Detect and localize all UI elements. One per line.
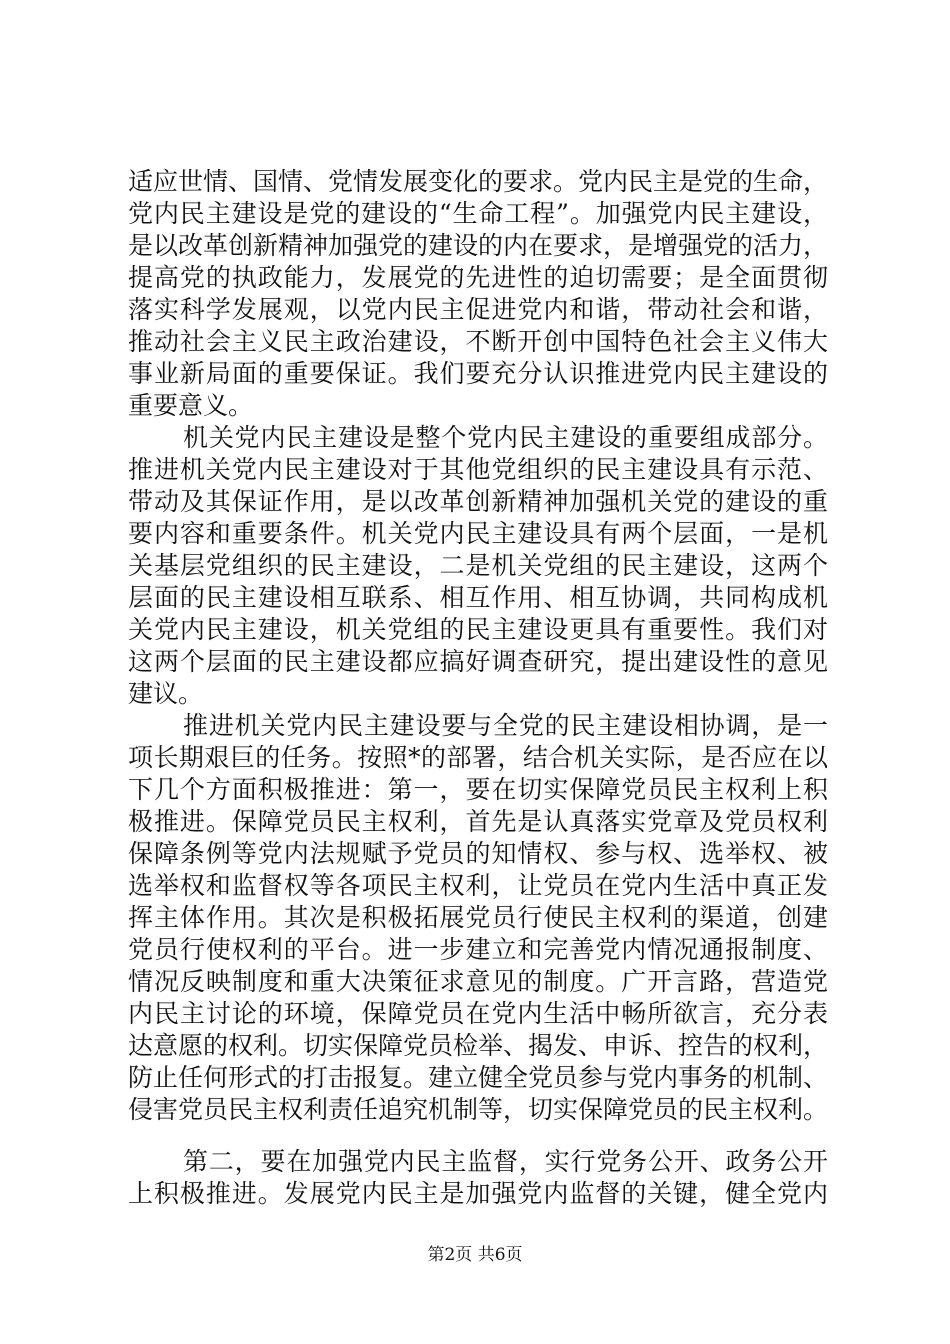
- text-line: 关党内民主建设，机关党组的民主建设更具有重要性。我们对: [128, 615, 828, 644]
- text-line: 适应世情、国情、党情发展变化的要求。党内民主是党的生命，: [128, 167, 828, 196]
- text-line: 推动社会主义民主政治建设，不断开创中国特色社会主义伟大: [128, 327, 828, 356]
- text-line: 事业新局面的重要保证。我们要充分认识推进党内民主建设的: [128, 359, 828, 388]
- text-line: 重要意义。: [128, 391, 254, 420]
- text-line: 机关党内民主建设是整个党内民主建设的重要组成部分。: [183, 423, 828, 452]
- paragraph-spacer: [128, 1126, 828, 1146]
- text-line: 上积极推进。发展党内民主是加强党内监督的关键，健全党内: [128, 1179, 828, 1208]
- text-line: 保障条例等党内法规赋予党员的知情权、参与权、选举权、被: [128, 839, 828, 868]
- page-number-label: 第2页 共6页: [427, 1245, 523, 1265]
- body-text: [128, 166, 828, 1210]
- text-line: 落实科学发展观，以党内民主促进党内和谐，带动社会和谐，: [128, 295, 828, 324]
- text-line: 达意愿的权利。切实保障党员检举、揭发、申诉、控告的权利，: [128, 1031, 828, 1060]
- text-line: 关基层党组织的民主建设，二是机关党组的民主建设，这两个: [128, 551, 828, 580]
- text-line: 侵害党员民主权利责任追究机制等，切实保障党员的民主权利。: [128, 1095, 828, 1124]
- text-line: 情况反映制度和重大决策征求意见的制度。广开言路，营造党: [128, 967, 828, 996]
- text-line: 挥主体作用。其次是积极拓展党员行使民主权利的渠道，创建: [128, 903, 828, 932]
- paragraph-3: [128, 710, 828, 1126]
- text-line: 推进机关党内民主建设要与全党的民主建设相协调，是一: [183, 711, 828, 740]
- text-line: 推进机关党内民主建设对于其他党组织的民主建设具有示范、: [128, 455, 828, 484]
- page-footer: [0, 1244, 950, 1266]
- text-line: 带动及其保证作用，是以改革创新精神加强机关党的建设的重: [128, 487, 828, 516]
- text-line: 党内民主建设是党的建设的“生命工程”。加强党内民主建设，: [128, 199, 828, 228]
- text-line: 极推进。保障党员民主权利，首先是认真落实党章及党员权利: [128, 807, 828, 836]
- text-line: 要内容和重要条件。机关党内民主建设具有两个层面，一是机: [128, 519, 828, 548]
- paragraph-2: [128, 422, 828, 710]
- paragraph-4: [128, 1146, 828, 1210]
- text-line: 选举权和监督权等各项民主权利，让党员在党内生活中真正发: [128, 871, 828, 900]
- text-line: 提高党的执政能力，发展党的先进性的迫切需要；是全面贯彻: [128, 263, 828, 292]
- text-line: 这两个层面的民主建设都应搞好调查研究，提出建设性的意见: [128, 647, 828, 676]
- text-line: 下几个方面积极推进：第一，要在切实保障党员民主权利上积: [128, 775, 828, 804]
- text-line: 第二，要在加强党内民主监督，实行党务公开、政务公开: [183, 1147, 828, 1176]
- text-line: 项长期艰巨的任务。按照*的部署，结合机关实际，是否应在以: [128, 743, 828, 772]
- text-line: 建议。: [128, 679, 204, 708]
- text-line: 层面的民主建设相互联系、相互作用、相互协调，共同构成机: [128, 583, 828, 612]
- text-line: 防止任何形式的打击报复。建立健全党员参与党内事务的机制、: [128, 1063, 828, 1092]
- text-line: 是以改革创新精神加强党的建设的内在要求，是增强党的活力，: [128, 231, 828, 260]
- text-line: 内民主讨论的环境，保障党员在党内生活中畅所欲言，充分表: [128, 999, 828, 1028]
- text-line: 党员行使权利的平台。进一步建立和完善党内情况通报制度、: [128, 935, 828, 964]
- paragraph-1: [128, 166, 828, 422]
